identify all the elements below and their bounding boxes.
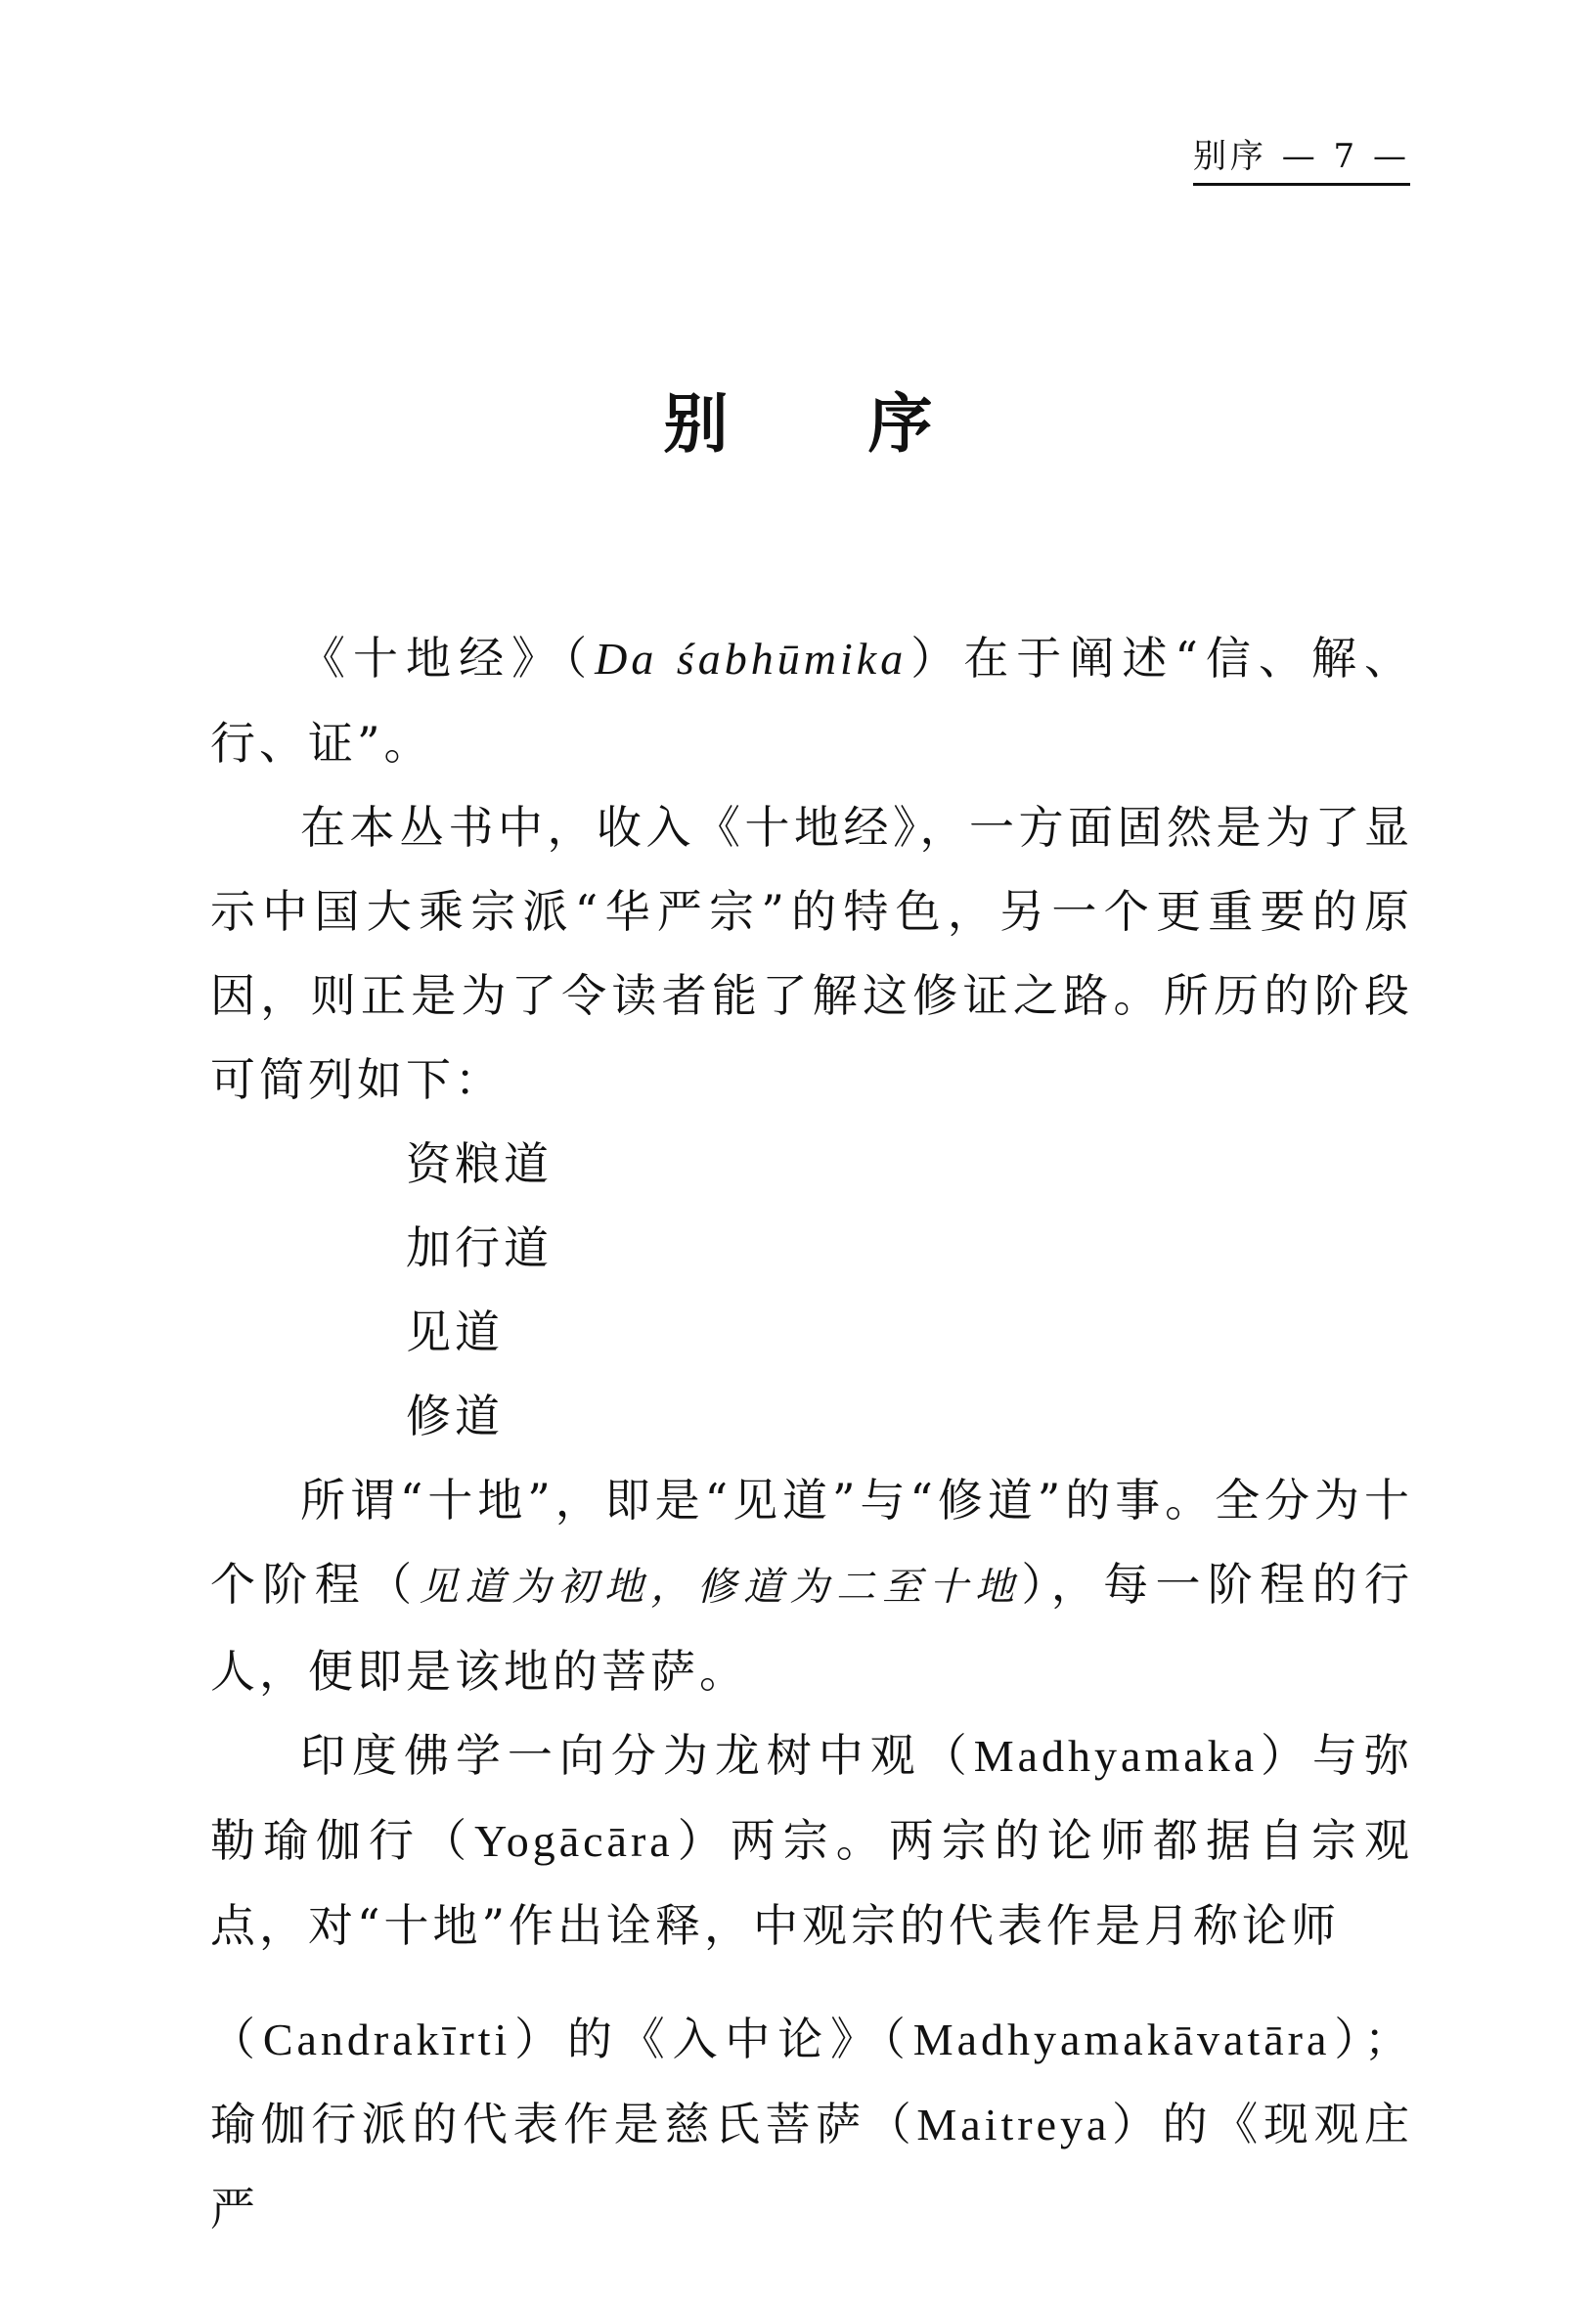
intro-text-a: 《十地经》（ (300, 632, 596, 685)
stage-item: 资粮道 (406, 1137, 553, 1190)
treatises-text-b: ）的《入中论》（ (510, 2013, 913, 2065)
madhyamakavatara-term: Madhyamakāvatāra (912, 2015, 1331, 2064)
paragraph-schools (210, 1713, 1413, 1968)
stage-item: 见道 (406, 1306, 504, 1358)
body-text (210, 616, 1413, 2251)
ten-grounds-text-b: ），每一阶程的行人，便即是该地的菩萨。 (210, 1558, 1413, 1698)
chapter-title: 别 序 (663, 385, 992, 462)
paragraph-ten-grounds (210, 1458, 1413, 1713)
yogacara-term: Yogācāra (474, 1816, 674, 1866)
intro-text-b: ）在于阐述“信、解、行、证”。 (210, 632, 1413, 770)
dasabhumika-term: Da śabhūmika (595, 634, 908, 684)
schools-text-a: 印度佛学一向分为龙树中观（ (300, 1729, 974, 1782)
schools-text-c: ）两宗。两宗的论师都据自宗观点，对“十地”作出诠释，中观宗的代表作是月称论师 (210, 1814, 1414, 1952)
stage-item: 加行道 (406, 1221, 553, 1274)
schools-text-b: ）与弥勒瑜伽行（ (210, 1729, 1414, 1867)
stage-item: 修道 (406, 1390, 504, 1442)
stage-list (210, 1122, 1413, 1458)
paragraph-intro (210, 616, 1413, 785)
treatises-text-a: （ (210, 2013, 263, 2065)
madhyamaka-term: Madhyamaka (973, 1731, 1259, 1781)
maitreya-term: Maitreya (916, 2100, 1111, 2149)
ten-grounds-note: 见道为初地，修道为二至十地 (419, 1565, 1022, 1610)
paragraph-purpose: 在本丛书中，收入《十地经》，一方面固然是为了显示中国大乘宗派“华严宗”的特色，另一个更重要的原因，则正是为了令读者能了解这修证之路。所历的阶段可简列如下： (210, 801, 1413, 1106)
running-header: 别序 — 7 — (1193, 129, 1410, 186)
paragraph-treatises (210, 1997, 1413, 2251)
treatises-text-d: ）的《现观庄严 (210, 2098, 1414, 2236)
treatises-text-c: ）；瑜伽行派的代表作是慈氏菩萨（ (210, 2013, 1414, 2150)
candrakirti-term: Candrakīrti (262, 2015, 511, 2064)
ten-grounds-text-a: 所谓“十地”，即是“见道”与“修道”的事。全分为十个阶程（ (210, 1474, 1413, 1611)
